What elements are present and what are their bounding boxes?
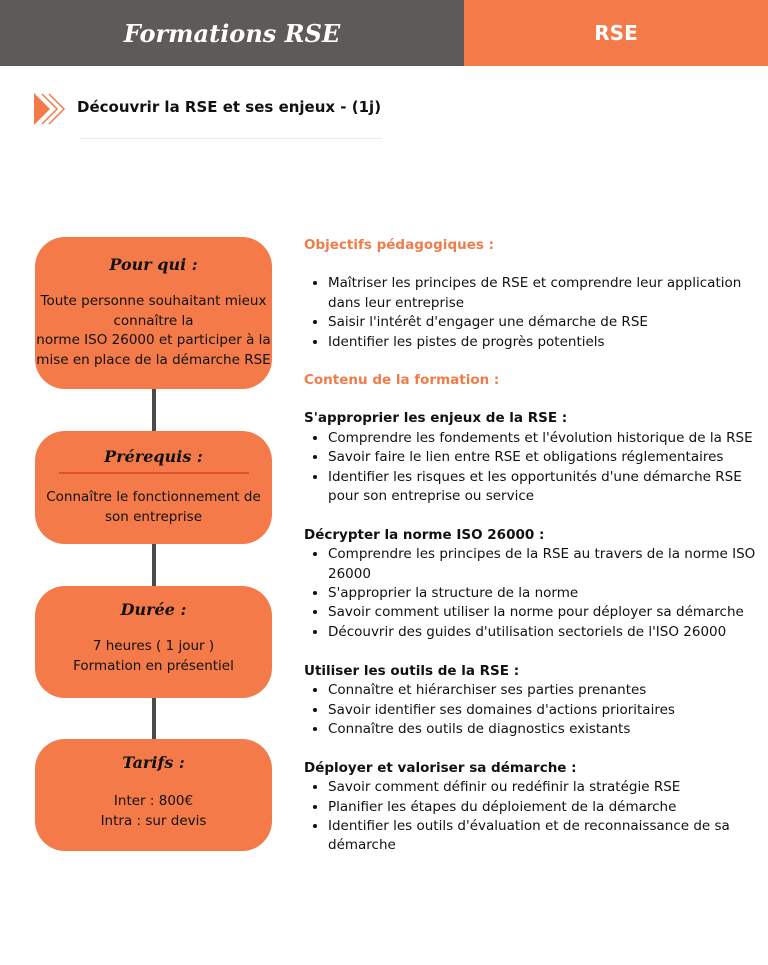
list-item: • Identifier les outils d'évaluation et de reconnaissance de sa démarche <box>328 817 768 856</box>
header-category: RSE <box>464 0 768 66</box>
list-item: • Comprendre les fondements et l'évolution historique de la RSE <box>328 429 768 448</box>
section-title: S'approprier les enjeux de la RSE : <box>304 410 568 427</box>
list-item: • Identifier les pistes de progrès potentiels <box>328 333 768 352</box>
card-line: Inter : 800€ <box>113 793 194 809</box>
objectives-list <box>304 274 768 352</box>
list-item: • Comprendre les principes de la RSE au travers de la norme ISO 26000 <box>328 545 768 584</box>
card-title: Durée : <box>120 600 187 619</box>
list-item: • Connaître et hiérarchiser ses parties prenantes <box>328 681 768 700</box>
course-title: Découvrir la RSE et ses enjeux - (1j) <box>77 98 382 116</box>
card-line: connaître la <box>113 312 194 329</box>
card-audience <box>35 237 272 389</box>
card-duration <box>35 586 272 698</box>
section-list <box>304 545 768 642</box>
list-item: • Connaître des outils de diagnostics existants <box>328 720 768 739</box>
title-divider <box>80 138 382 139</box>
list-item: • Savoir comment utiliser la norme pour déployer sa démarche <box>328 603 768 622</box>
list-item: • Savoir comment définir ou redéfinir la stratégie RSE <box>328 778 768 797</box>
section-title: Décrypter la norme ISO 26000 : <box>304 526 545 543</box>
card-line: Connaître le fonctionnement de <box>46 489 261 505</box>
section-title: Utiliser les outils de la RSE : <box>304 662 520 679</box>
card-line: Toute personne souhaitant mieux <box>40 293 267 309</box>
card-pricing <box>35 739 272 851</box>
list-item: • Découvrir des guides d'utilisation sectoriels de l'ISO 26000 <box>328 623 768 642</box>
content-heading: Contenu de la formation : <box>304 372 500 389</box>
list-item: • Planifier les étapes du déploiement de la démarche <box>328 798 768 817</box>
section-list <box>304 778 768 856</box>
list-item: • Savoir faire le lien entre RSE et obligations réglementaires <box>328 448 768 467</box>
card-line: mise en place de la démarche RSE <box>36 351 271 368</box>
card-prerequisites <box>35 431 272 544</box>
section-list <box>304 681 768 739</box>
card-title: Pour qui : <box>109 255 198 274</box>
card-divider <box>59 472 249 474</box>
card-body <box>35 792 272 831</box>
card-line: son entreprise <box>104 508 203 525</box>
card-line: Formation en présentiel <box>73 657 234 674</box>
header-title: Formations RSE <box>0 0 464 66</box>
course-details <box>304 236 768 856</box>
list-item: • Identifier les risques et les opportunités d'une démarche RSE pour son entreprise ou service <box>328 468 768 507</box>
card-body <box>35 637 272 676</box>
list-item: • Savoir identifier ses domaines d'actions prioritaires <box>328 701 768 720</box>
card-body <box>35 488 272 527</box>
card-line: norme ISO 26000 et participer à la <box>36 332 271 348</box>
list-item: • S'approprier la structure de la norme <box>328 584 768 603</box>
objectives-heading: Objectifs pédagogiques : <box>304 237 495 253</box>
chevron-arrow-icon <box>34 93 72 125</box>
card-line: Intra : sur devis <box>100 812 207 829</box>
section-title: Déployer et valoriser sa démarche : <box>304 759 577 776</box>
section-list <box>304 429 768 507</box>
card-body <box>35 292 272 370</box>
card-title: Prérequis : <box>104 447 203 466</box>
card-title: Tarifs : <box>122 753 185 772</box>
list-item: • Maîtriser les principes de RSE et comprendre leur application dans leur entreprise <box>328 274 768 313</box>
card-line: 7 heures ( 1 jour ) <box>92 638 215 654</box>
list-item: • Saisir l'intérêt d'engager une démarche de RSE <box>328 313 768 332</box>
